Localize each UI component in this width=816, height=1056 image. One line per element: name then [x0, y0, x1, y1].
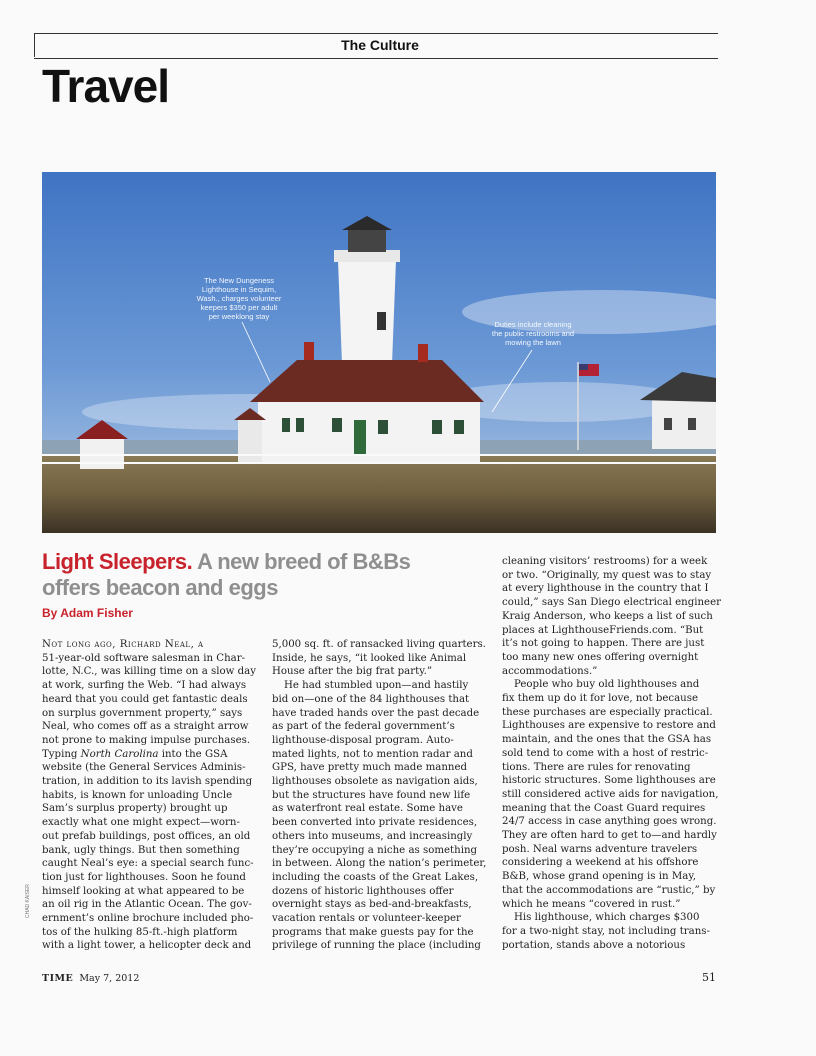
text-line: at work, surfing the Web. “I had always	[42, 680, 247, 692]
caption-line: the public restrooms and	[491, 329, 575, 338]
text-line: B&B, whose grand opening is in May,	[502, 871, 696, 883]
text-line: it’s not going to happen. There are just	[502, 638, 705, 650]
text-line: on surplus government property,” says	[42, 707, 243, 719]
text-line: posh. Neal warns adventure travelers	[502, 843, 698, 855]
text-line: bid on—one of the 84 lighthouses that	[272, 693, 470, 705]
lead-in: Not long ago, Richard Neal, a	[42, 639, 204, 650]
text-line: for a two-night stay, not including trans-	[502, 925, 710, 937]
text-line: tration, in addition to its lavish spending	[42, 776, 253, 788]
caption-line: The New Dungeness	[203, 276, 275, 285]
issue-date: May 7, 2012	[79, 973, 140, 984]
text-line: 5,000 sq. ft. of ransacked living quarters.	[272, 639, 486, 650]
page-number: 51	[702, 971, 716, 984]
text-line: these purchases are especially practical.	[502, 706, 713, 718]
article-headline	[42, 549, 462, 601]
text-line: considering a weekend at his offshore	[502, 857, 699, 869]
text-line: 24/7 access in case anything goes wrong.	[502, 816, 717, 828]
text-line: Inside, he says, “it looked like Animal	[272, 652, 467, 664]
caption-line: per weeklong stay	[208, 312, 270, 321]
text-line: sold tend to come with a host of restric-	[502, 747, 709, 759]
text-line: caught Neal’s eye: a special search func-	[42, 858, 254, 870]
article-column-3	[502, 555, 724, 952]
text-line: in between. Along the nation’s perimeter,	[272, 858, 487, 870]
text-line: himself looking at what appeared to be	[42, 885, 245, 897]
text-line: at every lighthouse in the country that I	[502, 583, 709, 595]
text-line: been converted into private residences,	[272, 817, 478, 829]
caption-line: Wash., charges volunteer	[196, 294, 282, 303]
text-line: heard that you could get fantastic deals	[42, 693, 248, 705]
text-line: accommodations.”	[502, 665, 598, 677]
text-line: Sam’s surplus property) brought up	[42, 803, 228, 815]
text-line: Kraig Anderson, who keeps a list of such	[502, 610, 713, 622]
text-line: not prone to making impulse purchases.	[42, 734, 251, 746]
text-line: dozens of historic lighthouses offer	[272, 885, 454, 897]
text-line: have traded hands over the past decade	[272, 707, 480, 719]
field	[42, 455, 716, 533]
article-column-1	[42, 638, 264, 953]
text-line: GPS, have pretty much made manned	[272, 762, 467, 774]
text-line: 51-year-old software salesman in Char-	[42, 652, 246, 664]
text-line: cleaning visitors’ restrooms) for a week	[502, 556, 708, 567]
text-line: fix them up do it for love, not because	[502, 693, 699, 705]
text-line: website (the General Services Adminis-	[42, 762, 246, 774]
section-kicker: Travel	[42, 60, 169, 112]
text-line: bank, ugly things. But then something	[42, 844, 240, 856]
text-line: People who buy old lighthouses and	[514, 679, 700, 691]
text-line: which he means “covered in rust.”	[502, 898, 681, 910]
text-line: Typing North Carolina into the GSA	[42, 748, 228, 760]
text-line: historic structures. Some lighthouses are	[502, 775, 716, 787]
text-line: meaning that the Coast Guard requires	[502, 802, 706, 814]
text-line: mated lights, not to mention radar and	[272, 748, 473, 760]
text-line: maintain, and the ones that the GSA has	[502, 734, 712, 746]
text-line: Lighthouses are expensive to restore and	[502, 720, 716, 732]
text-line: House after the big frat party.”	[272, 666, 433, 678]
text-line: others into museums, and increasingly	[272, 830, 473, 842]
caption-line: Lighthouse in Sequim,	[201, 285, 277, 294]
text-line: overnight stays as bed-and-breakfasts,	[272, 899, 472, 911]
text-line: tion just for lighthouses. Soon he found	[42, 871, 246, 883]
text-line: including the coasts of the Great Lakes,	[272, 871, 479, 883]
text-line: too many new ones offering overnight	[502, 651, 699, 663]
headline-title: Light Sleepers.	[42, 549, 193, 574]
text-line: tions. There are rules for renovating	[502, 761, 691, 773]
text-line: they’re occupying a niche as something	[272, 844, 478, 856]
article-column-2	[272, 638, 494, 953]
text-line: programs that make guests pay for the	[272, 926, 474, 938]
caption-line: mowing the lawn	[505, 338, 561, 347]
text-line: as part of the federal government’s	[272, 721, 455, 733]
magazine-name: TIME	[42, 973, 74, 984]
header-rule	[34, 33, 718, 34]
text-line: lighthouses obsolete as navigation aids,	[272, 776, 478, 788]
photo-caption-right	[478, 320, 588, 347]
lighthouse-photo	[42, 172, 716, 533]
text-line: that the accommodations are “rustic,” by	[502, 884, 716, 896]
text-line: tos of the hulking 85-ft.-high platform	[42, 926, 238, 938]
text-line: habits, is known for unloading Uncle	[42, 789, 233, 801]
text-line: They are often hard to get to—and hardly	[502, 830, 717, 842]
text-line: places at LighthouseFriends.com. “But	[502, 624, 704, 636]
footer-folio	[42, 973, 139, 984]
italic-phrase: North Carolina	[80, 748, 159, 760]
text-line: lotte, N.C., was killing time on a slow day	[42, 666, 256, 678]
text-line: vacation rentals or volunteer-keeper	[272, 913, 461, 925]
text-line: with a light tower, a helicopter deck and	[42, 940, 252, 952]
section-label: The Culture	[341, 37, 419, 53]
text-line: He had stumbled upon—and hastily	[284, 680, 469, 692]
text-line: an oil rig in the Atlantic Ocean. The gov-	[42, 899, 252, 911]
text-line: portation, stands above a notorious	[502, 939, 686, 951]
photo-credit: CHAD KAISER	[25, 884, 31, 918]
caption-line: Duties include cleaning	[494, 320, 572, 329]
text-line: lighthouse-disposal program. Auto-	[272, 734, 454, 746]
byline: By Adam Fisher	[42, 606, 133, 620]
photo-caption-left	[184, 276, 294, 321]
text-line: privilege of running the place (including	[272, 940, 481, 952]
text-line: exactly what one might expect—worn-	[42, 817, 240, 829]
text-line: His lighthouse, which charges $300	[514, 912, 700, 924]
text-line: but the structures have found new life	[272, 789, 471, 801]
text-line: ernment’s online brochure included pho-	[42, 913, 254, 925]
text-line: could,” says San Diego electrical engineer	[502, 597, 721, 609]
text-line: or two. “Originally, my quest was to stay	[502, 569, 712, 581]
text-line: still considered active aids for navigation,	[502, 788, 719, 800]
headline-dek: A new breed of B&Bs offers beacon and eggs	[42, 549, 411, 600]
text-line: Neal, who comes off as a straight arrow	[42, 721, 249, 733]
text-line: as waterfront real estate. Some have	[272, 803, 463, 815]
text-line: out prefab buildings, post offices, an old	[42, 830, 251, 842]
caption-line: keepers $350 per adult	[200, 303, 278, 312]
lighthouse-illustration	[42, 172, 716, 533]
